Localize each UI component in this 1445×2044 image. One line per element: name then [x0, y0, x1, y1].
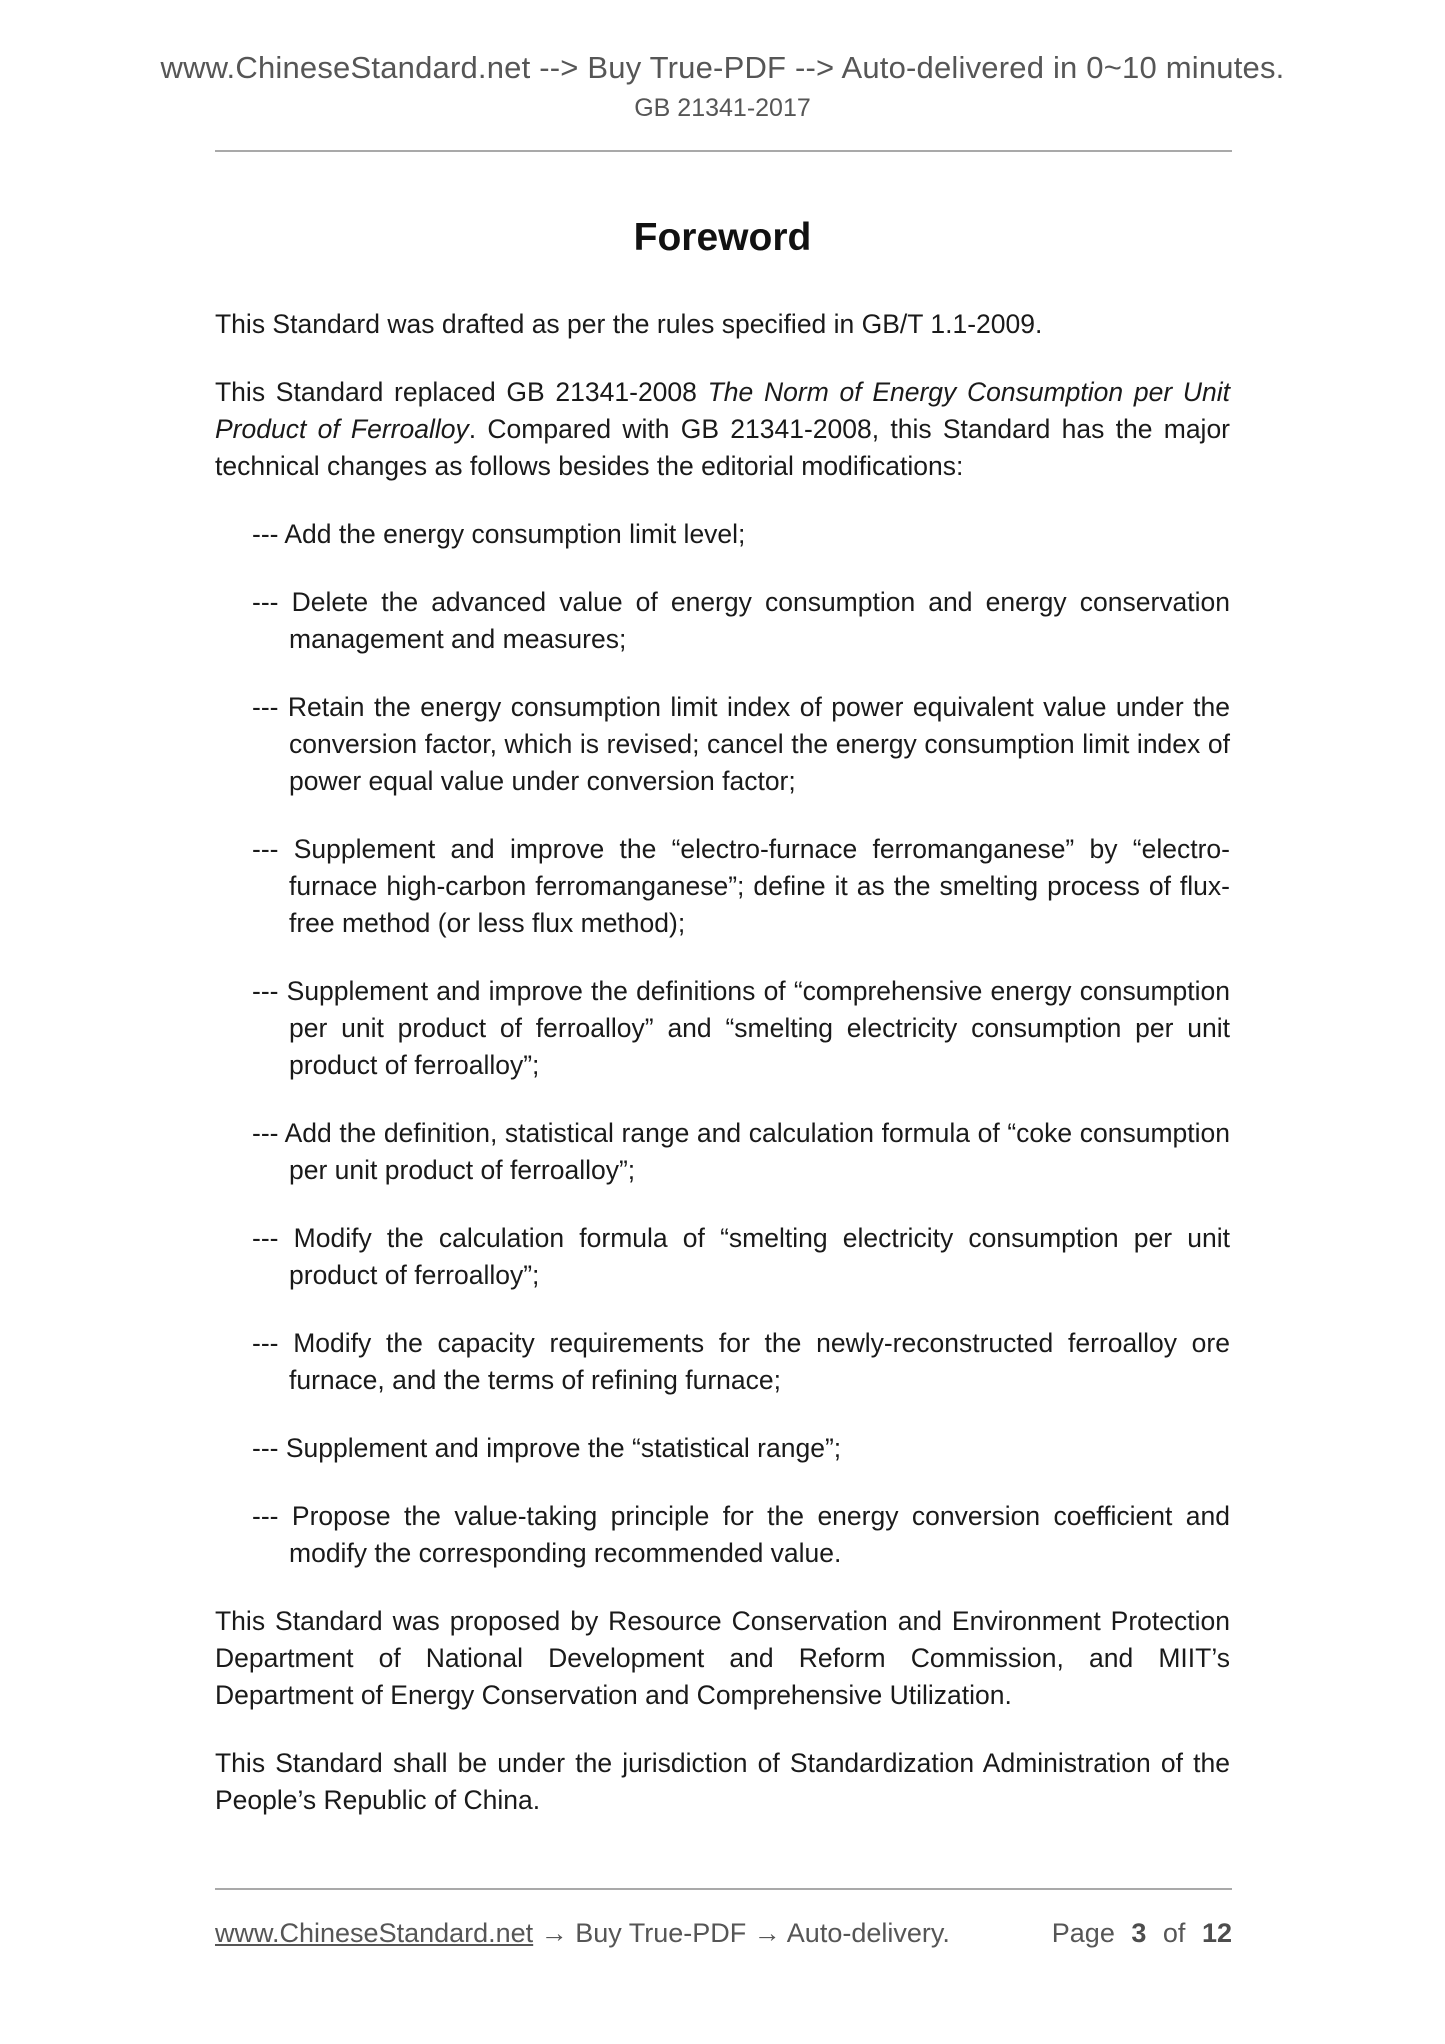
document-body: [215, 216, 1230, 1819]
change-item-4: --- Supplement and improve the “electro-furnace ferromanganese” by “electro-furnace high-carbon ferromanganese”; define it as the smelting process of flux-free method (or less flux method);: [252, 834, 1230, 938]
change-item-7: --- Modify the calculation formula of “smelting electricity consumption per unit product of ferroalloy”;: [252, 1223, 1230, 1290]
footer-delivery-label: Auto-delivery.: [786, 1918, 950, 1948]
paragraph-jurisdiction: This Standard shall be under the jurisdiction of Standardization Administration of the People’s Republic of China.: [215, 1748, 1230, 1815]
right-arrow-icon: →: [540, 1918, 568, 1948]
right-arrow-icon: →: [753, 1918, 781, 1948]
footer-site-line: [215, 1917, 950, 1949]
change-item-5: --- Supplement and improve the definitions of “comprehensive energy consumption per unit product of ferroalloy” and “smelting electricity consumption per unit product of ferroalloy”;: [252, 976, 1230, 1080]
change-item-1: --- Add the energy consumption limit level;: [252, 519, 746, 549]
page-indicator: [1052, 1917, 1232, 1949]
standard-title-italic: The Norm of Energy Consumption per Unit Product of Ferroalloy: [215, 377, 1231, 444]
page-footer: [215, 1888, 1232, 1949]
change-item-2: --- Delete the advanced value of energy consumption and energy conservation management and measures;: [252, 587, 1230, 654]
page-label: Page: [1051, 1918, 1115, 1948]
footer-buy-label: Buy True-PDF: [575, 1918, 747, 1948]
paragraph-replaced-tail: . Compared with GB 21341-2008, this Standard has the major technical changes as follows besides the editorial modifications:: [215, 414, 1231, 481]
page-current: 3: [1131, 1918, 1147, 1948]
change-item-6: --- Add the definition, statistical range and calculation formula of “coke consumption per unit product of ferroalloy”;: [252, 1118, 1230, 1185]
header-rule: [215, 150, 1232, 152]
change-item-3: --- Retain the energy consumption limit index of power equivalent value under the conversion factor, which is revised; cancel the energy consumption limit index of power equal value under conversion factor;: [252, 692, 1230, 796]
footer-site-link[interactable]: www.ChineseStandard.net: [215, 1918, 534, 1948]
paragraph-drafted: This Standard was drafted as per the rules specified in GB/T 1.1-2009.: [215, 309, 1043, 339]
paragraph-proposed: This Standard was proposed by Resource Conservation and Environment Protection Department of National Development and Reform Commission, and MIIT’s Department of Energy Conservation and Comprehensive Utilization.: [215, 1606, 1230, 1710]
page-header: [0, 0, 1445, 122]
of-label: of: [1162, 1918, 1186, 1948]
paragraph-replaced: [215, 374, 1230, 485]
page-total: 12: [1201, 1918, 1232, 1948]
change-item-9: --- Supplement and improve the “statistical range”;: [252, 1433, 842, 1463]
paragraph-replaced-lead: This Standard replaced GB 21341-2008: [215, 377, 708, 407]
footer-row: [215, 1917, 1232, 1949]
footer-rule: [215, 1888, 1232, 1890]
change-item-10: --- Propose the value-taking principle for the energy conversion coefficient and modify the corresponding recommended value.: [252, 1501, 1230, 1568]
site-banner: www.ChineseStandard.net --> Buy True-PDF --> Auto-delivered in 0~10 minutes.: [160, 50, 1285, 85]
change-item-8: --- Modify the capacity requirements for the newly-reconstructed ferroalloy ore furnace, and the terms of refining furnace;: [252, 1328, 1230, 1395]
standard-number: GB 21341-2017: [634, 94, 811, 122]
page-title: Foreword: [633, 216, 812, 259]
